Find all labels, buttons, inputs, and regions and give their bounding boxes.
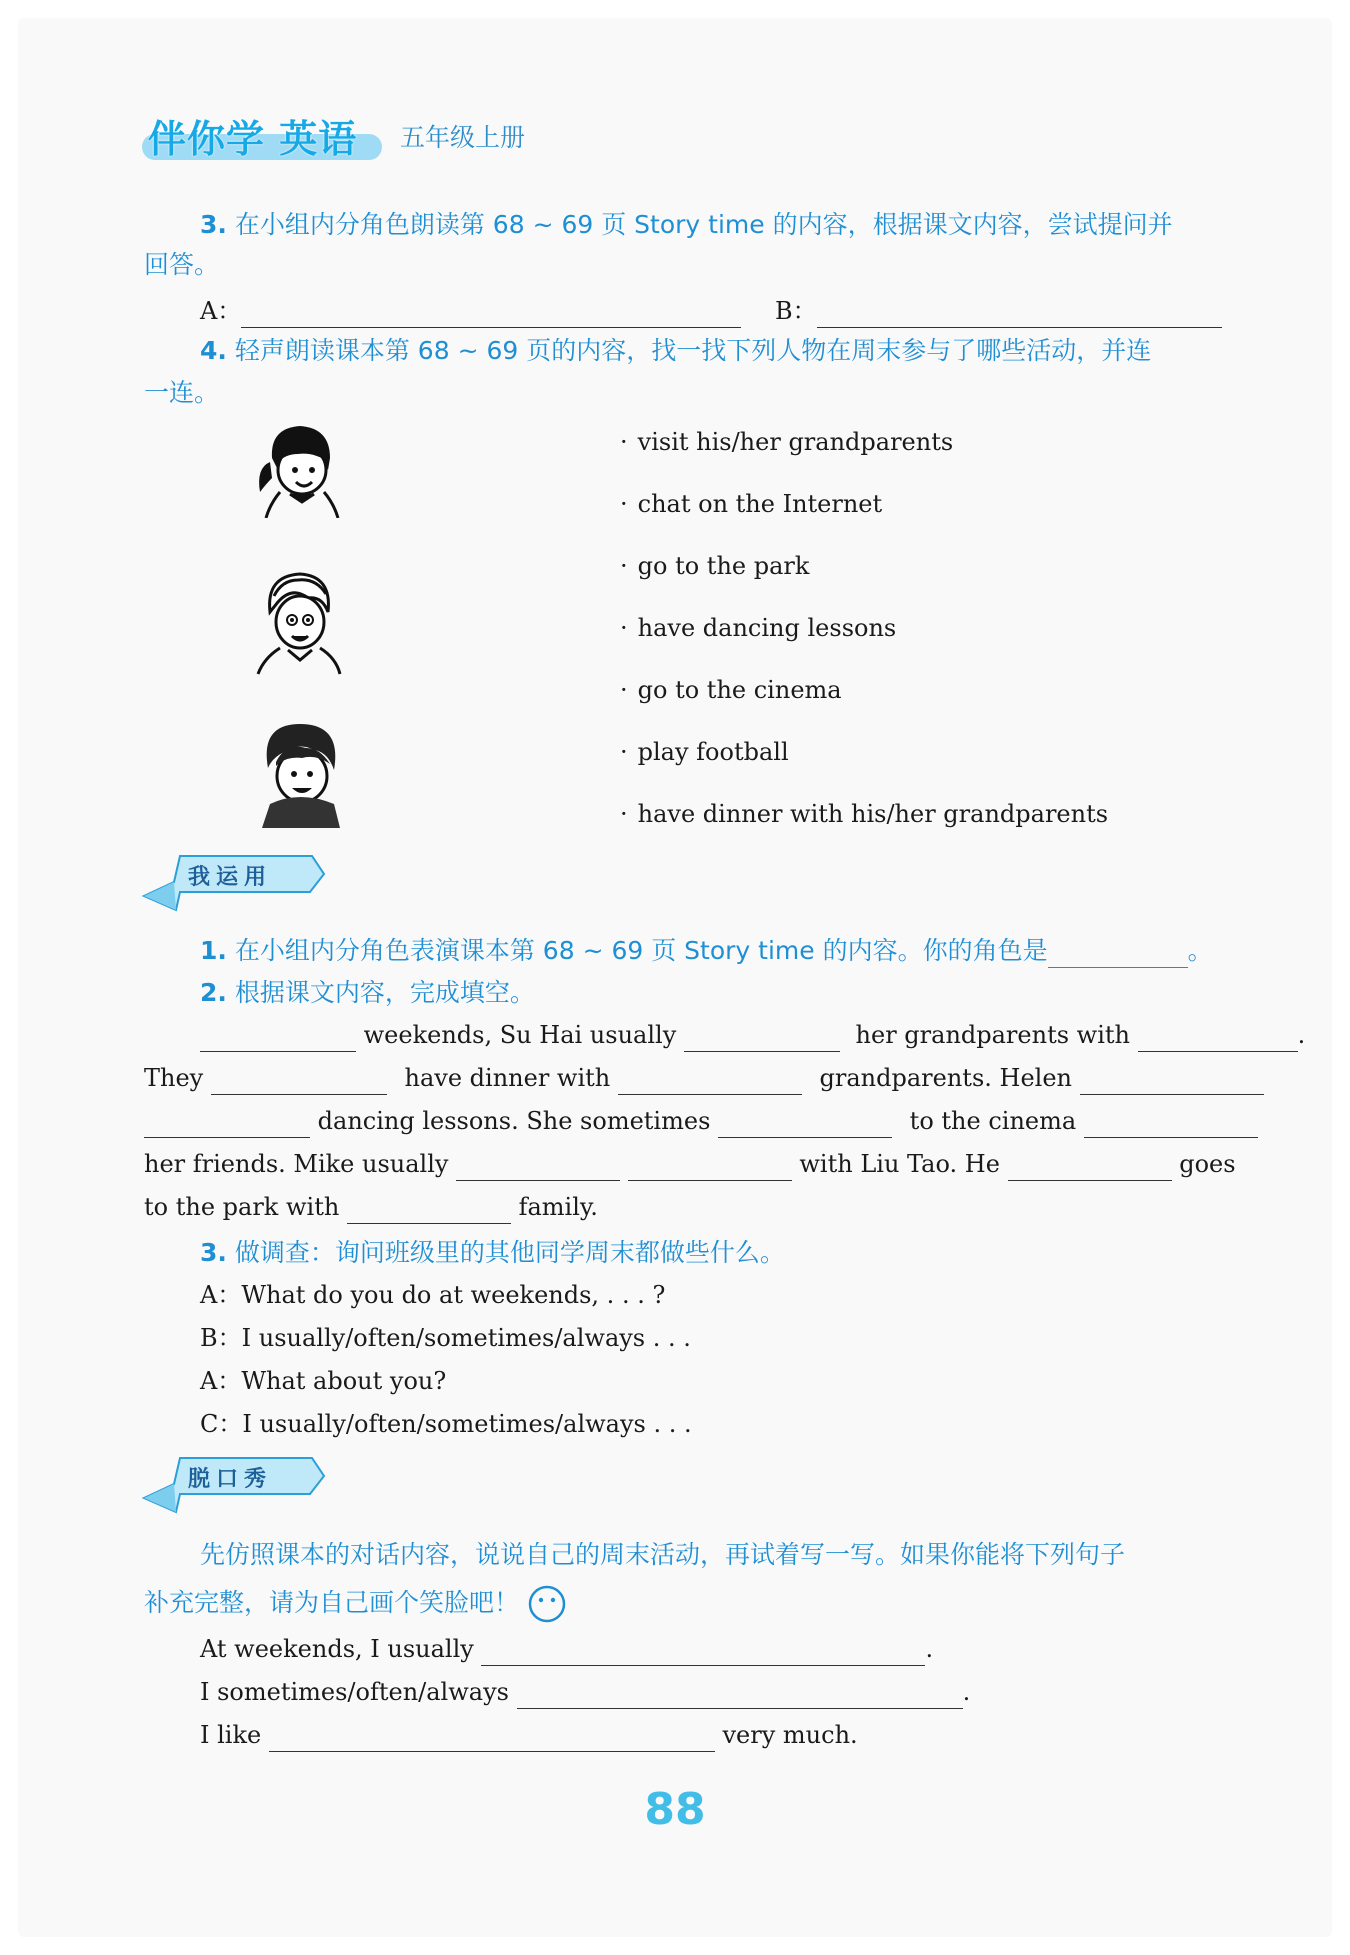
book-subtitle: 五年级上册 — [400, 123, 526, 152]
blank-1[interactable] — [200, 1025, 356, 1052]
dialog-line-1: A：What do you do at weekends, . . . ? — [200, 1281, 666, 1309]
q4-prompt: 4. 轻声朗读课本第 68 ~ 69 页的内容，找一找下列人物在周末参与了哪些活动，并连 — [200, 336, 1152, 365]
talk-blank-1[interactable] — [481, 1639, 925, 1666]
option-visit-grandparents[interactable]: · visit his/her grandparents — [620, 428, 954, 456]
q4-text-2: 一连。 — [144, 378, 220, 407]
q3-prompt: 3. 在小组内分角色朗读第 68 ~ 69 页 Story time 的内容，根据课文内容，尝试提问并 — [200, 210, 1173, 239]
q3-text-1: 在小组内分角色朗读第 68 ~ 69 页 Story time 的内容，根据课文内容，尝试提问并 — [234, 210, 1173, 239]
blank-8[interactable] — [718, 1111, 892, 1138]
dialog-line-4: C：I usually/often/sometimes/always . . . — [200, 1410, 692, 1438]
section-tag-talk: 脱口秀 — [140, 1454, 330, 1506]
blank-7[interactable] — [144, 1111, 310, 1138]
talk-sentence-2: I sometimes/often/always . — [200, 1675, 970, 1709]
talk-sentence-3: I like very much. — [200, 1718, 858, 1752]
answer-b-blank[interactable] — [817, 301, 1222, 328]
role-blank[interactable] — [1048, 941, 1188, 968]
option-chat-internet[interactable]: · chat on the Internet — [620, 490, 883, 518]
dialog-line-2: B：I usually/often/sometimes/always . . . — [200, 1324, 691, 1352]
boy-character-icon — [248, 566, 348, 676]
q3-text-2: 回答。 — [144, 250, 220, 279]
fill-line-3: dancing lessons. She sometimes to the cinema — [144, 1104, 1258, 1138]
page-number: 88 — [644, 1784, 706, 1835]
fill-line-5: to the park with family. — [144, 1190, 598, 1224]
answer-a-blank[interactable] — [241, 301, 741, 328]
blank-4[interactable] — [211, 1068, 387, 1095]
smiley-face-icon[interactable] — [527, 1584, 567, 1624]
q3-answer-a: A： — [200, 294, 741, 328]
fill-line-4: her friends. Mike usually with Liu Tao. He goes — [144, 1147, 1236, 1181]
use-q3-prompt: 3. 做调查：询问班级里的其他同学周末都做些什么。 — [200, 1238, 785, 1267]
blank-13[interactable] — [347, 1197, 511, 1224]
girl-character-icon — [250, 418, 350, 518]
option-go-park[interactable]: · go to the park — [620, 552, 810, 580]
dark-haired-boy-icon — [250, 718, 350, 828]
blank-6[interactable] — [1080, 1068, 1264, 1095]
talk-blank-2[interactable] — [517, 1682, 963, 1709]
blank-3[interactable] — [1138, 1025, 1298, 1052]
talk-blank-3[interactable] — [269, 1725, 715, 1752]
blank-9[interactable] — [1084, 1111, 1258, 1138]
series-title: 伴你学 英语 — [148, 117, 358, 161]
fill-line-1: weekends, Su Hai usually her grandparents with . — [200, 1018, 1305, 1052]
blank-12[interactable] — [1008, 1154, 1172, 1181]
talk-intro-2: 补充完整，请为自己画个笑脸吧！ — [144, 1584, 567, 1624]
option-dancing-lessons[interactable]: · have dancing lessons — [620, 614, 897, 642]
fill-line-2: They have dinner with grandparents. Helen — [144, 1061, 1264, 1095]
q4-text-1: 轻声朗读课本第 68 ~ 69 页的内容，找一找下列人物在周末参与了哪些活动，并连 — [234, 336, 1152, 365]
use-q1-prompt: 1. 在小组内分角色表演课本第 68 ~ 69 页 Story time 的内容。你的角色是 。 — [200, 934, 1213, 968]
talk-sentence-1: At weekends, I usually . — [200, 1632, 933, 1666]
blank-10[interactable] — [456, 1154, 620, 1181]
option-go-cinema[interactable]: · go to the cinema — [620, 676, 842, 704]
use-q2-prompt: 2. 根据课文内容，完成填空。 — [200, 978, 535, 1007]
talk-intro-1: 先仿照课本的对话内容，说说自己的周末活动，再试着写一写。如果你能将下列句子 — [200, 1540, 1126, 1569]
blank-11[interactable] — [628, 1154, 792, 1181]
dialog-line-3: A：What about you? — [200, 1367, 447, 1395]
option-play-football[interactable]: · play football — [620, 738, 789, 766]
blank-5[interactable] — [618, 1068, 802, 1095]
section-tag-use: 我运用 — [140, 852, 330, 904]
q3-answer-b: B： — [775, 294, 1222, 328]
option-dinner-grandparents[interactable]: · have dinner with his/her grandparents — [620, 800, 1109, 828]
blank-2[interactable] — [684, 1025, 840, 1052]
